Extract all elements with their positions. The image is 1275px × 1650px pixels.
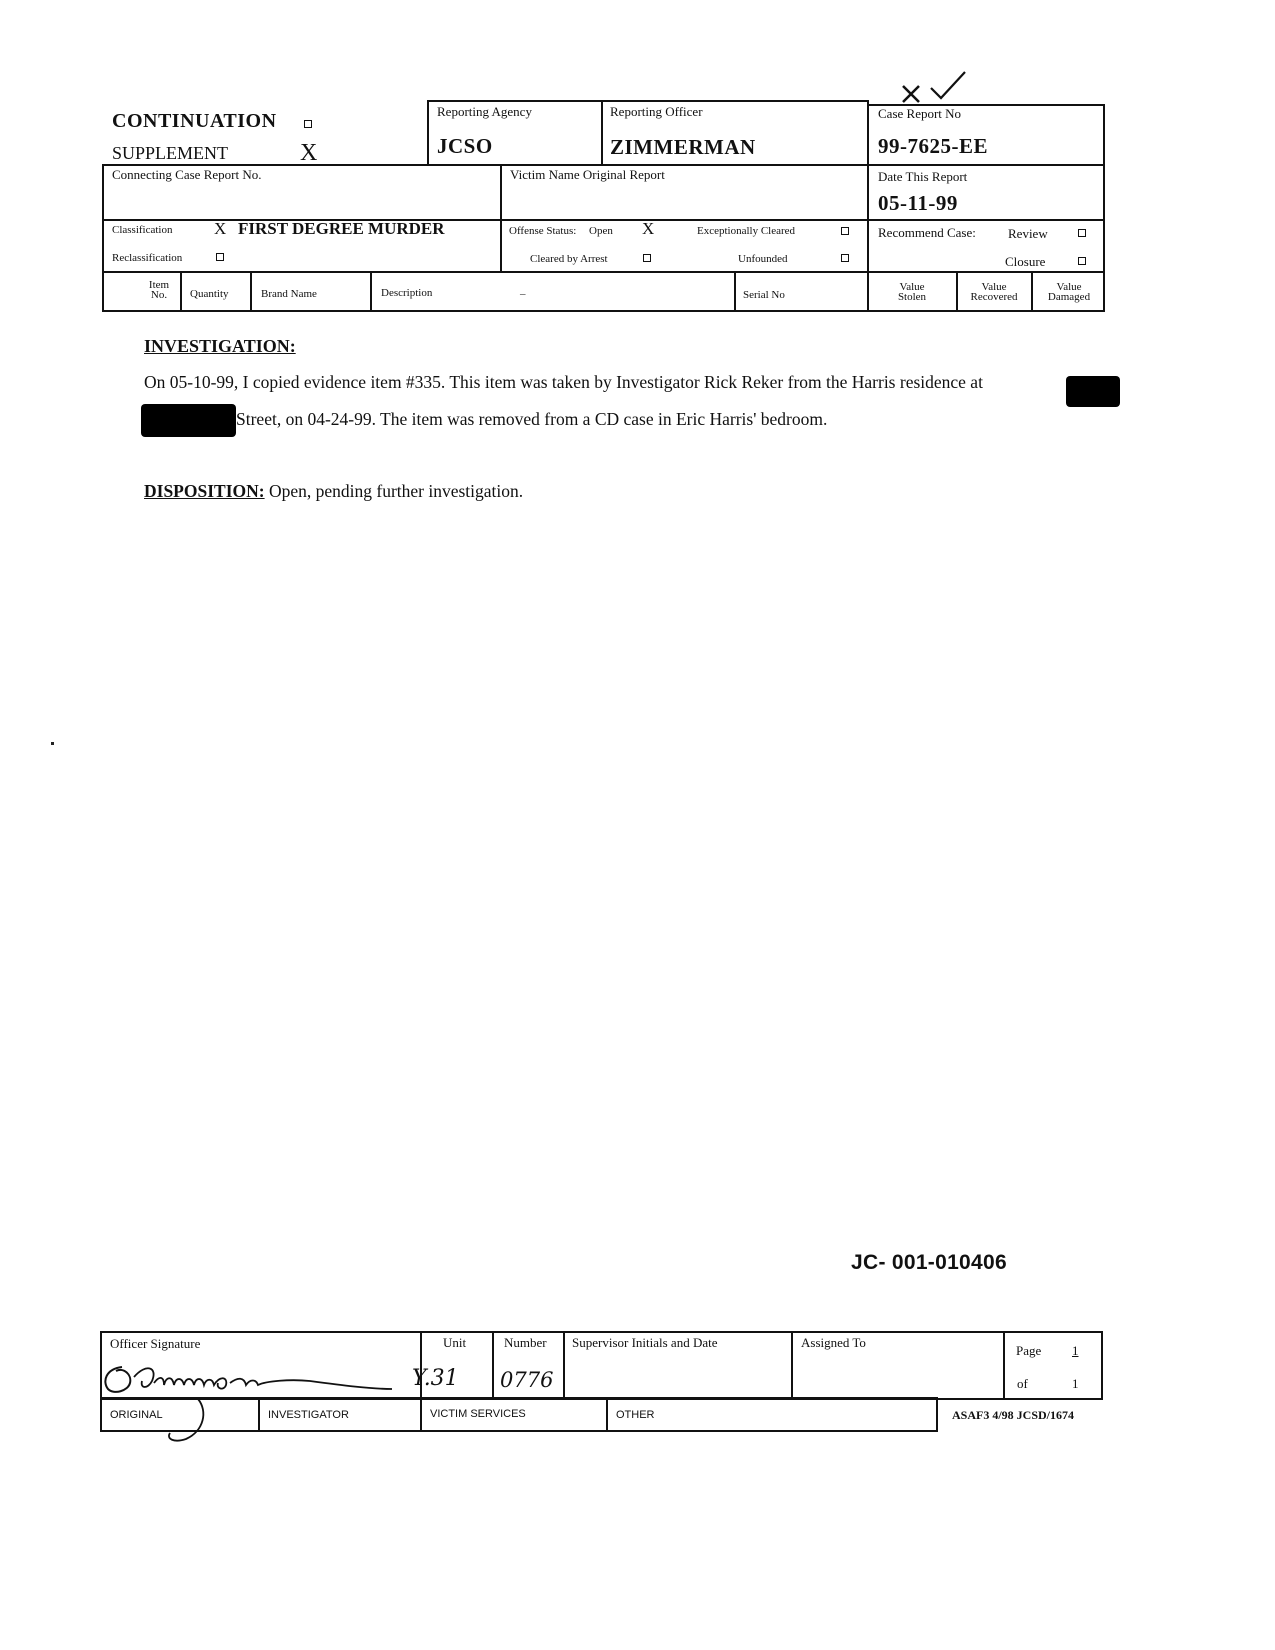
cleared-by-arrest-checkbox[interactable] [643, 254, 651, 262]
bates-stamp: JC- 001-010406 [851, 1251, 1007, 1274]
value-stolen-header: Value Stolen [897, 281, 927, 303]
reclassification-label: Reclassification [112, 252, 183, 264]
reporting-agency-value: JCSO [437, 134, 493, 158]
supplement-label: SUPPLEMENT [112, 143, 229, 163]
date-report-label: Date This Report [878, 169, 968, 184]
form-code: ASAF3 4/98 JCSD/1674 [952, 1408, 1075, 1422]
exceptionally-cleared-checkbox[interactable] [841, 227, 849, 235]
serial-no-header: Serial No [743, 289, 785, 301]
review-checkbox[interactable] [1078, 229, 1086, 237]
redaction-block-2 [141, 404, 236, 437]
unit-value: Y.31 [412, 1366, 459, 1391]
redaction-block-1 [1066, 376, 1120, 407]
of-label: of [1017, 1376, 1028, 1391]
review-label: Review [1008, 226, 1048, 241]
closure-label: Closure [1005, 254, 1046, 269]
original-label: ORIGINAL [110, 1409, 163, 1421]
number-value: 0776 [500, 1368, 554, 1392]
property-row [102, 271, 1105, 312]
continuation-checkbox[interactable] [304, 120, 312, 128]
number-label: Number [504, 1335, 547, 1350]
unfounded-label: Unfounded [738, 253, 788, 265]
offense-status-label: Offense Status: [509, 225, 577, 237]
recommend-case-label: Recommend Case: [878, 225, 976, 240]
investigation-heading: INVESTIGATION: [144, 336, 296, 356]
description-header: Description [381, 287, 433, 299]
open-mark: X [642, 219, 655, 238]
investigation-line-1: On 05-10-99, I copied evidence item #335. This item was taken by Investigator Rick Reker from the Harris residence at [144, 372, 983, 392]
connecting-case-label: Connecting Case Report No. [112, 167, 262, 182]
victim-services-label: VICTIM SERVICES [430, 1408, 526, 1420]
reporting-officer-value: ZIMMERMAN [610, 135, 756, 159]
victim-name-label: Victim Name Original Report [510, 167, 665, 182]
date-report-value: 05-11-99 [878, 191, 958, 215]
page-label: Page [1016, 1343, 1042, 1358]
stray-dot [51, 742, 54, 745]
page-value: 1 [1072, 1343, 1079, 1358]
brand-name-header: Brand Name [261, 288, 317, 300]
item-no-header: Item No. [148, 279, 170, 301]
open-label: Open [589, 225, 613, 237]
closure-checkbox[interactable] [1078, 257, 1086, 265]
disposition-line [144, 481, 523, 502]
classification-label: Classification [112, 224, 173, 236]
handwritten-check-mark [895, 68, 975, 108]
case-report-label: Case Report No [878, 106, 962, 121]
other-label: OTHER [616, 1409, 655, 1421]
continuation-label: CONTINUATION [112, 110, 277, 132]
cleared-by-arrest-label: Cleared by Arrest [530, 253, 608, 265]
disposition-heading: DISPOSITION: [144, 481, 265, 501]
unfounded-checkbox[interactable] [841, 254, 849, 262]
investigator-label: INVESTIGATOR [268, 1409, 349, 1421]
classification-mark: X [214, 219, 227, 238]
reporting-agency-label: Reporting Agency [437, 104, 532, 119]
value-recovered-header: Value Recovered [970, 281, 1018, 303]
description-dash: – [520, 288, 526, 300]
value-damaged-header: Value Damaged [1047, 281, 1091, 303]
assigned-to-label: Assigned To [801, 1335, 866, 1350]
quantity-header: Quantity [190, 288, 229, 300]
supervisor-label: Supervisor Initials and Date [572, 1335, 718, 1350]
investigation-line-2: Street, on 04-24-99. The item was removed from a CD case in Eric Harris' bedroom. [236, 409, 828, 429]
case-report-value: 99-7625-EE [878, 134, 988, 158]
unit-label: Unit [443, 1335, 467, 1350]
reclassification-checkbox[interactable] [216, 253, 224, 261]
disposition-text: Open, pending further investigation. [264, 481, 524, 501]
exceptionally-cleared-label: Exceptionally Cleared [697, 225, 796, 237]
supplement-mark: X [300, 140, 318, 166]
officer-signature-label: Officer Signature [110, 1336, 201, 1351]
classification-value: FIRST DEGREE MURDER [238, 219, 445, 238]
reporting-officer-label: Reporting Officer [610, 104, 703, 119]
of-value: 1 [1072, 1376, 1079, 1391]
